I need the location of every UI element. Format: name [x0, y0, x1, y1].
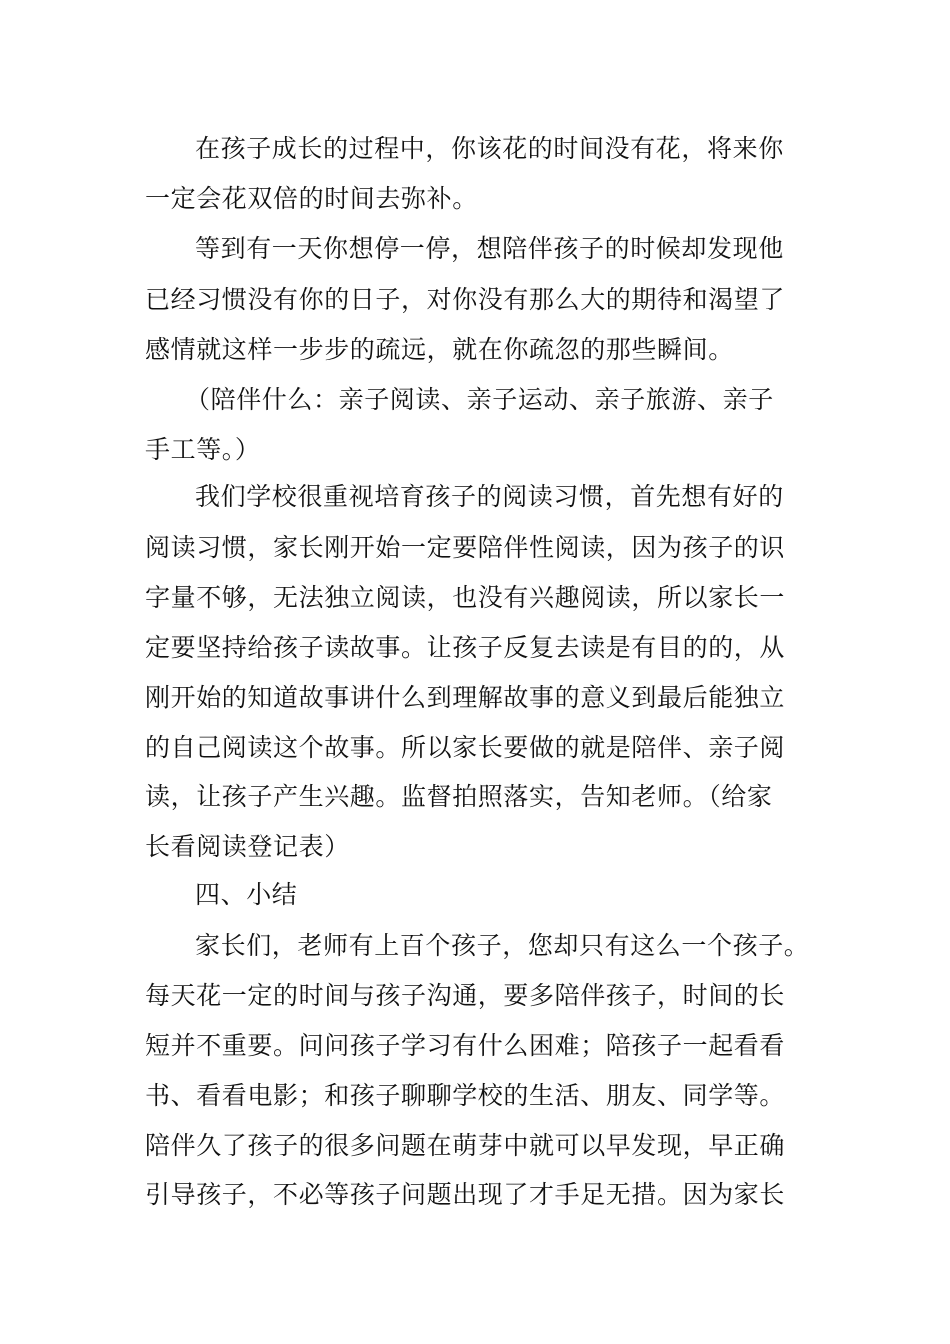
text-line: （陪伴什么：亲子阅读、亲子运动、亲子旅游、亲子: [185, 385, 774, 414]
text-line: 一定会花双倍的时间去弥补。: [145, 184, 478, 213]
text-line: 定要坚持给孩子读故事。让孩子反复去读是有目的的，从: [145, 633, 786, 662]
text-line: 刚开始的知道故事讲什么到理解故事的意义到最后能独立: [145, 683, 786, 712]
text-line: 手工等。）: [145, 435, 261, 464]
text-line: 已经习惯没有你的日子，对你没有那么大的期待和渴望了: [145, 285, 786, 314]
text-line: 感情就这样一步步的疏远，就在你疏忽的那些瞬间。: [145, 335, 734, 364]
text-line: 每天花一定的时间与孩子沟通，要多陪伴孩子，时间的长: [145, 981, 786, 1010]
text-line: 字量不够，无法独立阅读，也没有兴趣阅读，所以家长一: [145, 583, 786, 612]
section-heading: 四、小结: [195, 880, 298, 909]
text-line: 我们学校很重视培育孩子的阅读习惯，首先想有好的: [195, 482, 784, 511]
text-line: 等到有一天你想停一停，想陪伴孩子的时候却发现他: [195, 234, 784, 263]
text-line: 陪伴久了孩子的很多问题在萌芽中就可以早发现，早正确: [145, 1131, 786, 1160]
text-line: 读，让孩子产生兴趣。监督拍照落实，告知老师。（给家: [145, 782, 773, 811]
text-line: 书、看看电影；和孩子聊聊学校的生活、朋友、同学等。: [145, 1081, 786, 1110]
text-line: 引导孩子，不必等孩子问题出现了才手足无措。因为家长: [145, 1180, 786, 1209]
text-line: 的自己阅读这个故事。所以家长要做的就是陪伴、亲子阅: [145, 733, 786, 762]
text-line: 长看阅读登记表）: [145, 832, 350, 861]
text-line: 在孩子成长的过程中，你该花的时间没有花，将来你: [195, 134, 784, 163]
text-line: 家长们，老师有上百个孩子，您却只有这么一个孩子。: [195, 931, 810, 960]
text-line: 阅读习惯，家长刚开始一定要陪伴性阅读，因为孩子的识: [145, 533, 786, 562]
text-line: 短并不重要。问问孩子学习有什么困难；陪孩子一起看看: [145, 1031, 786, 1060]
